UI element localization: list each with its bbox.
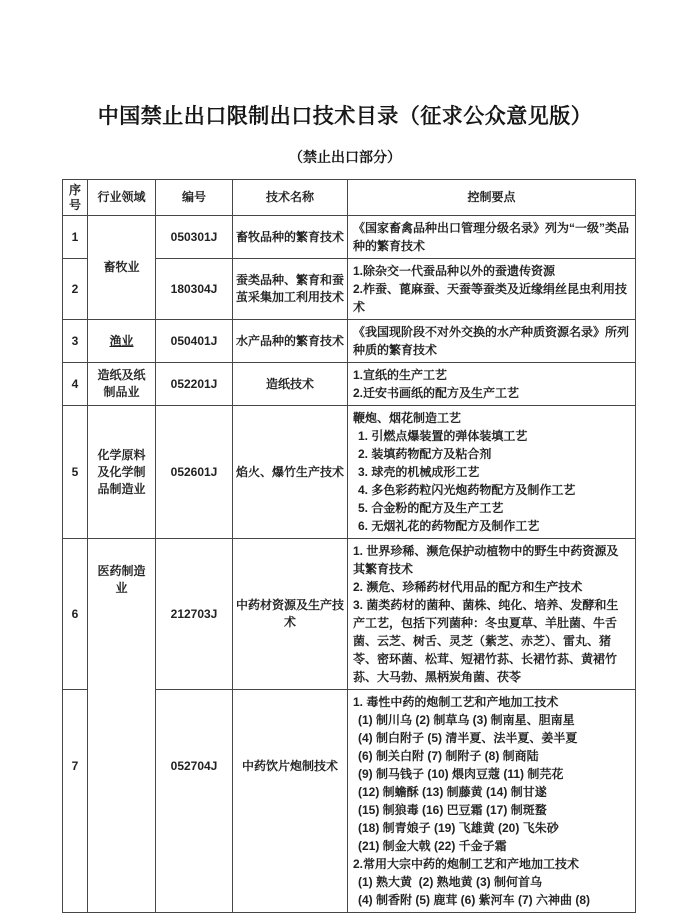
control-point-line: (4) 制白附子 (5) 清半夏、法半夏、姜半夏 <box>358 731 578 745</box>
table-row <box>63 216 636 259</box>
industry-label: 渔业 <box>109 333 134 348</box>
serial-cell: 2 <box>63 259 88 320</box>
control-point-line: 2.常用大宗中药的炮制工艺和产地加工技术 <box>353 857 580 871</box>
serial-cell: 1 <box>63 216 88 259</box>
serial-cell: 5 <box>63 406 88 539</box>
control-points-cell <box>348 363 636 406</box>
header-serial: 序号 <box>63 180 88 216</box>
control-point-line: 1. 引燃点爆装置的弹体装填工艺 <box>358 429 528 443</box>
control-point-line: 2. 装填药物配方及粘合剂 <box>358 447 492 461</box>
serial-cell: 3 <box>63 320 88 363</box>
control-points-cell <box>348 690 636 913</box>
table-row <box>63 363 636 406</box>
tech-name-cell: 焰火、爆竹生产技术 <box>233 406 348 539</box>
page-title: 中国禁止出口限制出口技术目录（征求公众意见版） <box>97 105 593 128</box>
control-point-line: 4. 多色彩药粒闪光炮药物配方及制作工艺 <box>358 483 576 497</box>
control-point-line: 1. 世界珍稀、濒危保护动植物中的野生中药资源及其繁育技术 <box>353 544 619 576</box>
table-row <box>63 539 636 690</box>
control-points-cell <box>348 406 636 539</box>
control-point-line: (21) 制金大戟 (22) 千金子霜 <box>358 839 507 853</box>
serial-cell: 4 <box>63 363 88 406</box>
tech-name-cell: 中药材资源及生产技术 <box>233 539 348 690</box>
control-points-cell <box>348 216 636 259</box>
control-point-line: 2. 濒危、珍稀药材代用品的配方和生产技术 <box>353 580 583 594</box>
code-cell: 052201J <box>156 363 233 406</box>
control-point-line: (9) 制马钱子 (10) 煨肉豆蔻 (11) 制芫花 <box>358 767 564 781</box>
industry-cell: 医药制造业 <box>88 539 156 913</box>
header-control-points: 控制要点 <box>348 180 636 216</box>
header-tech-name: 技术名称 <box>233 180 348 216</box>
control-point-line: 3. 菌类药材的菌种、菌株、纯化、培养、发酵和生产工艺，包括下列菌种：冬虫夏草、羊肚菌、牛舌菌、云芝、树舌、灵芝（紫芝、赤芝）、雷丸、猪苓、密环菌、松茸、短裙竹荪、长裙竹荪、黄裙竹荪、大马勃、黑柄炭角菌、茯苓 <box>353 598 619 684</box>
page-subtitle: （禁止出口部分） <box>289 149 401 165</box>
control-point-line: 5. 合金粉的配方及生产工艺 <box>358 501 504 515</box>
table-header-row <box>63 180 636 216</box>
header-code: 编号 <box>156 180 233 216</box>
control-point-line: 1.除杂交一代蚕品种以外的蚕遗传资源 <box>353 264 556 278</box>
control-point-line: 《我国现阶段不对外交换的水产种质资源名录》所列种质的繁育技术 <box>353 325 630 357</box>
control-point-line: (1) 熟大黄 (2) 熟地黄 (3) 制何首乌 <box>358 875 543 889</box>
tech-name-cell: 中药饮片炮制技术 <box>233 690 348 913</box>
code-cell: 050301J <box>156 216 233 259</box>
control-point-line: 《国家畜禽品种出口管理分级名录》列为“一级”类品种的繁育技术 <box>353 221 630 253</box>
table-row <box>63 406 636 539</box>
code-cell: 050401J <box>156 320 233 363</box>
header-industry: 行业领域 <box>88 180 156 216</box>
tech-name-cell: 造纸技术 <box>233 363 348 406</box>
table-row <box>63 320 636 363</box>
control-point-line: (1) 制川乌 (2) 制草乌 (3) 制南星、胆南星 <box>358 713 575 727</box>
prohibited-export-table <box>62 179 636 913</box>
industry-cell <box>88 320 156 363</box>
control-point-line: 1.宣纸的生产工艺 <box>353 368 448 382</box>
industry-cell: 化学原料及化学制品制造业 <box>88 406 156 539</box>
tech-name-cell: 水产品种的繁育技术 <box>233 320 348 363</box>
code-cell: 212703J <box>156 539 233 690</box>
industry-cell: 造纸及纸制品业 <box>88 363 156 406</box>
control-points-cell <box>348 320 636 363</box>
control-point-line: (6) 制关白附 (7) 制附子 (8) 制商陆 <box>358 749 539 763</box>
tech-name-cell: 蚕类品种、繁育和蚕茧采集加工利用技术 <box>233 259 348 320</box>
code-cell: 052704J <box>156 690 233 913</box>
industry-cell: 畜牧业 <box>88 216 156 320</box>
code-cell: 052601J <box>156 406 233 539</box>
control-point-line: (15) 制狼毒 (16) 巴豆霜 (17) 制斑蝥 <box>358 803 547 817</box>
control-point-line: 鞭炮、烟花制造工艺 <box>353 411 462 425</box>
control-point-line: (18) 制青娘子 (19) 飞雄黄 (20) 飞朱砂 <box>358 821 559 835</box>
code-cell: 180304J <box>156 259 233 320</box>
control-point-line: (4) 制香附 (5) 鹿茸 (6) 紫河车 (7) 六神曲 (8) <box>358 893 591 907</box>
serial-cell: 7 <box>63 690 88 913</box>
control-points-cell <box>348 539 636 690</box>
serial-cell: 6 <box>63 539 88 690</box>
control-points-cell <box>348 259 636 320</box>
control-point-line: 6. 无烟礼花的药物配方及制作工艺 <box>358 519 540 533</box>
tech-name-cell: 畜牧品种的繁育技术 <box>233 216 348 259</box>
control-point-line: 1. 毒性中药的炮制工艺和产地加工技术 <box>353 695 559 709</box>
control-point-line: 3. 球壳的机械成形工艺 <box>358 465 480 479</box>
control-point-line: 2.迁安书画纸的配方及生产工艺 <box>353 386 520 400</box>
control-point-line: (12) 制蟾酥 (13) 制藤黄 (14) 制甘遂 <box>358 785 547 799</box>
control-point-line: 2.柞蚕、蓖麻蚕、天蚕等蚕类及近缘绢丝昆虫利用技术 <box>353 282 628 314</box>
